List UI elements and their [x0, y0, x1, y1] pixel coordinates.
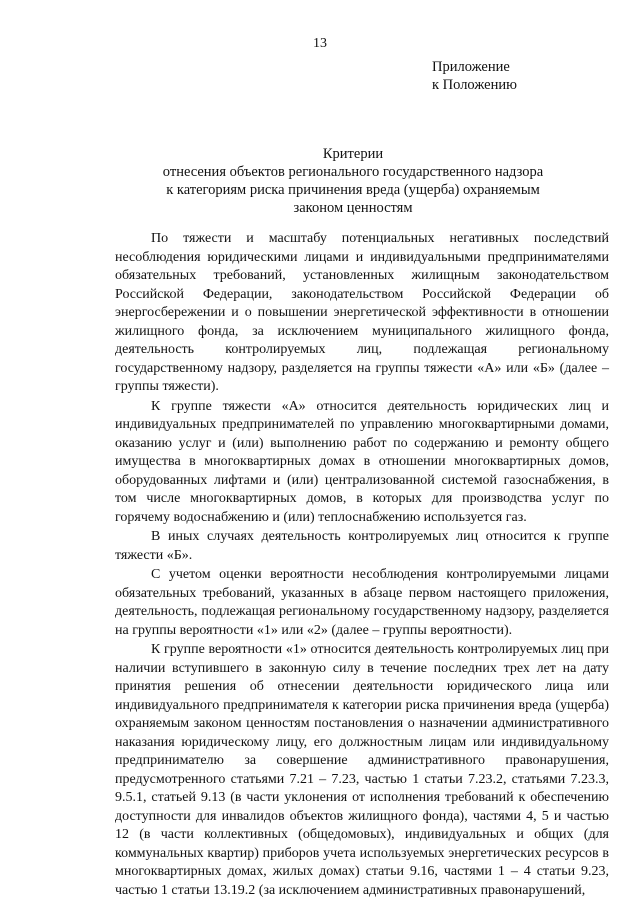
title-line-3: законом ценностям [293, 200, 413, 216]
paragraph-3: В иных случаях деятельность контролируемых лиц относится к группе тяжести «Б». [115, 529, 609, 563]
paragraph-5: К группе вероятности «1» относится деятельность контролируемых лиц при наличии вступившего в законную силу в течение последних трех лет на дату принятия решения об отнесении деятельности юридического лица или индивидуального предпринимателя к категории риска причинения вреда (ущерба) охраняемым законом ценностям постановления о назначении административного наказания юридическому лицу, его должностным лицам или индивидуальному предпринимателю за совершение административного правонарушения, предусмотренного статьями 7.21 – 7.23, частью 1 статьи 7.23.2, статьями 7.23.3, 9.5.1, статьей 9.13 (в части уклонения от исполнения требований к обеспечению доступности для инвалидов объектов жилищного фонда), частями 4, 5 и частью 12 (в части коллективных (общедомовых), индивидуальных и общих (для коммунальных квартир) приборов учета используемых энергетических ресурсов в многоквартирных домах, жилых домах) статьи 9.16, частями 1 – 4 статьи 9.23, частью 1 статьи 13.19.2 (за исключением административных правонарушений, [115, 642, 609, 898]
paragraph-2: К группе тяжести «А» относится деятельность юридических лиц и индивидуальных предпринимателей по управлению многоквартирными домами, оказанию услуг и (или) выполнению работ по содержанию и ремонту общего имущества в многоквартирных домах в отношении многоквартирных домов, оборудованных лифтами и (или) централизованной системой газоснабжения, в том числе многоквартирных домов, в которых для производства услуг по горячему водоснабжению и (или) теплоснабжению используется газ. [115, 398, 609, 525]
title-line-1: отнесения объектов регионального государственного надзора [162, 164, 544, 180]
title-line-2: к категориям риска причинения вреда (ущерба) охраняемым [166, 182, 540, 198]
appendix-reference [432, 58, 517, 94]
title-heading: Критерии [322, 146, 384, 162]
page-number: 13 [313, 36, 327, 51]
paragraph-1: По тяжести и масштабу потенциальных негативных последствий несоблюдения юридическими лицами и индивидуальными предпринимателями обязательных требований, установленных жилищным законодательством Российской Федерации, законодательством Российской Федерации об энергосбережении и о повышении энергетической эффективности в отношении жилищного фонда, за исключением муниципального жилищного фонда, деятельность контролируемых лиц, подлежащая региональному государственному надзору, разделяется на группы тяжести «А» или «Б» (далее – группы тяжести). [115, 231, 609, 394]
appendix-line-1: Приложение [432, 59, 510, 75]
document-title [115, 145, 591, 217]
paragraph-4: С учетом оценки вероятности несоблюдения контролируемыми лицами обязательных требований, указанных в абзаце первом настоящего приложения, деятельность, подлежащая региональному государственному надзору, разделяется на группы вероятности «1» или «2» (далее – группы вероятности). [115, 567, 609, 638]
appendix-line-2: к Положению [432, 77, 517, 93]
document-body [115, 230, 609, 900]
